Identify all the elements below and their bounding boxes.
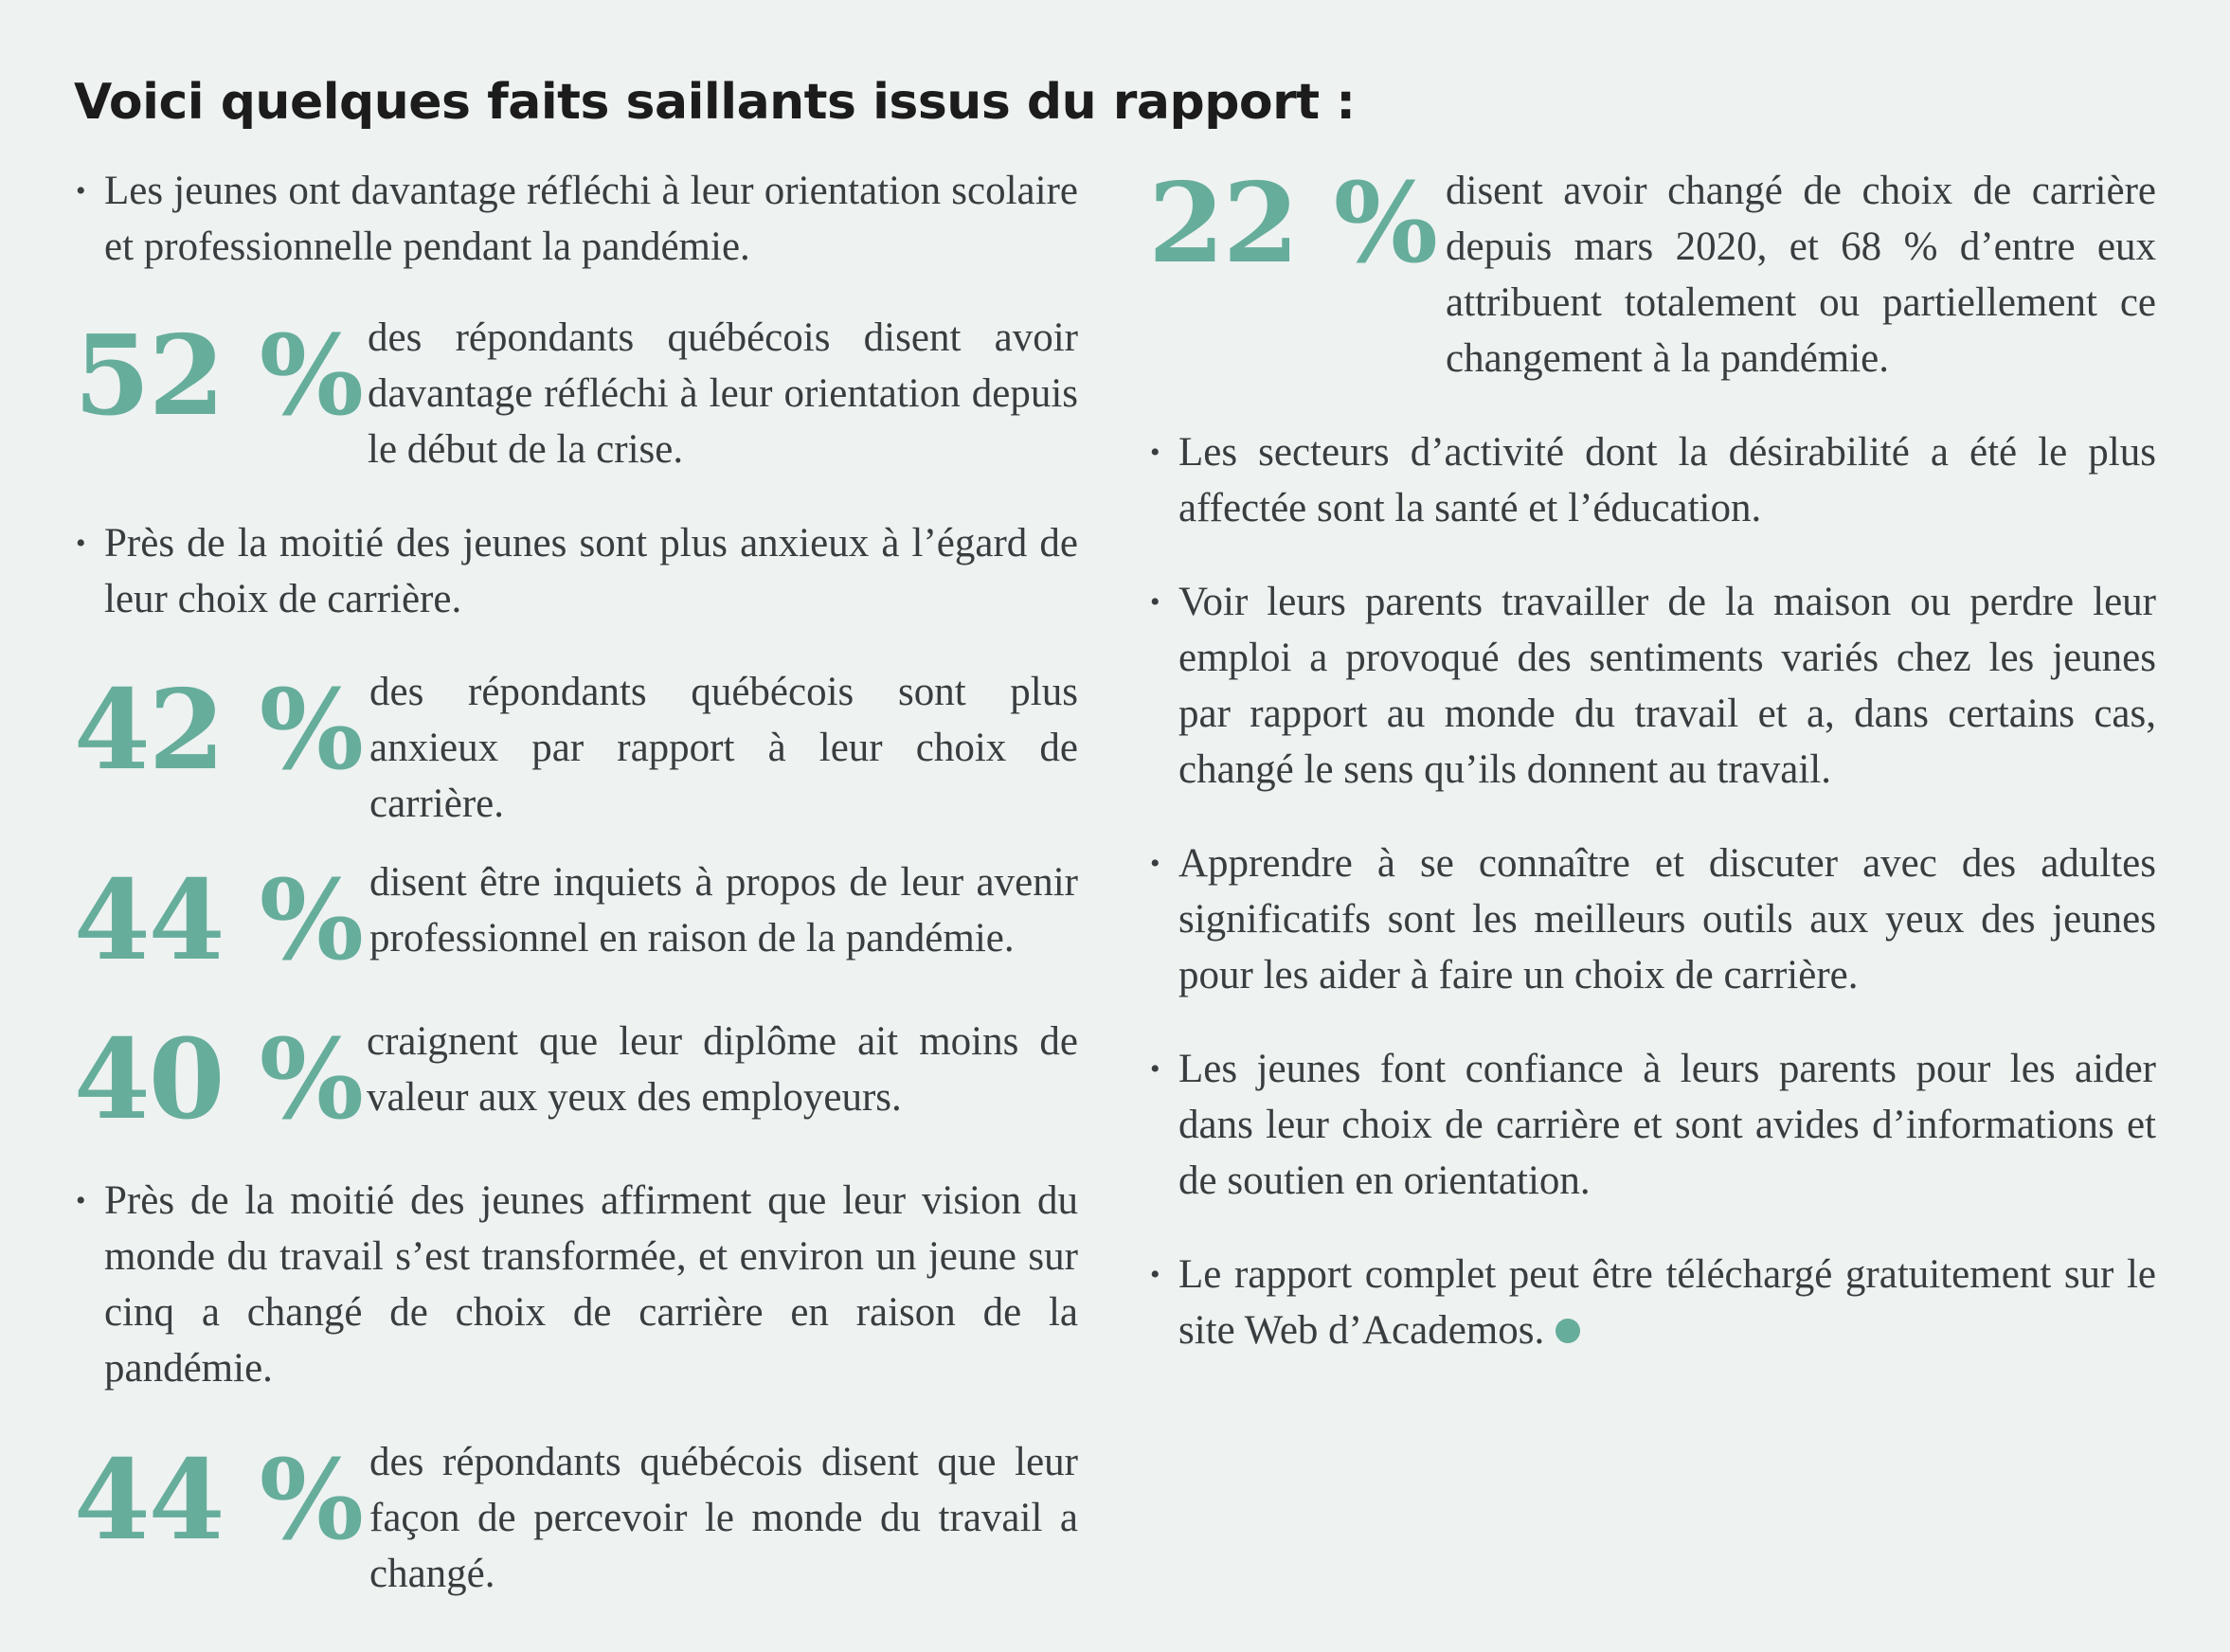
fact-text: Apprendre à se connaître et discuter avec des adultes significatifs sont les meilleurs outils aux yeux des jeunes pour les aider à faire un choix de carrière.: [1178, 841, 2156, 997]
stat-value: 44 %: [74, 856, 363, 985]
stat-block: [74, 1434, 1078, 1602]
stat-value: 42 %: [74, 666, 363, 795]
stat-block: [74, 1014, 1078, 1144]
fact-text: Près de la moitié des jeunes sont plus anxieux à l’égard de leur choix de carrière.: [104, 521, 1078, 621]
bullet-dot: •: [1150, 1259, 1160, 1290]
stat-block: [74, 310, 1078, 477]
fact-text: Le rapport complet peut être téléchargé gratuitement sur le site Web d’Academos.: [1178, 1252, 2156, 1353]
stat-text: des répondants québécois sont plus anxieux par rapport à leur choix de carrière.: [369, 670, 1078, 826]
bullet-dot: •: [76, 528, 86, 559]
bullet-dot: •: [1150, 848, 1160, 879]
fact-text: Voir leurs parents travailler de la maison ou perdre leur emploi a provoqué des sentiments variés chez les jeunes par rapport au monde du travail et a, dans certains cas, changé le sens qu’ils donnent au travail.: [1178, 580, 2156, 792]
fact-text: Les secteurs d’activité dont la désirabilité a été le plus affectée sont la santé et l’éducation.: [1178, 430, 2156, 530]
fact-bullet: [74, 163, 1078, 275]
bullet-dot: •: [76, 1185, 86, 1216]
fact-bullet: [1148, 1247, 2156, 1358]
stat-text: des répondants québécois disent avoir davantage réfléchi à leur orientation depuis le début de la crise.: [368, 315, 1078, 472]
stat-block: [74, 854, 1078, 985]
bullet-dot: •: [1150, 586, 1160, 618]
stat-value: 52 %: [74, 312, 363, 440]
bullet-dot: •: [1150, 1053, 1160, 1085]
stat-value: 44 %: [74, 1436, 363, 1565]
stat-block: [1148, 159, 2156, 386]
page-title: Voici quelques faits saillants issus du rapport :: [74, 74, 1356, 131]
left-column: [74, 161, 1078, 1602]
stat-block: [74, 664, 1078, 832]
stat-value: 22 %: [1148, 159, 1437, 288]
fact-bullet: [74, 1173, 1078, 1396]
stat-text: des répondants québécois disent que leur façon de percevoir le monde du travail a changé.: [369, 1440, 1078, 1596]
fact-bullet: [1148, 574, 2156, 798]
stat-text: disent avoir changé de choix de carrière depuis mars 2020, et 68 % d’entre eux attribuent totalement ou partiellement ce changement à la pandémie.: [1446, 169, 2156, 381]
bullet-dot: •: [1150, 437, 1160, 468]
fact-text: Les jeunes ont davantage réfléchi à leur orientation scolaire et professionnelle pendant la pandémie.: [104, 169, 1078, 269]
stat-text: disent être inquiets à propos de leur avenir professionnel en raison de la pandémie.: [369, 860, 1078, 961]
fact-bullet: [1148, 1041, 2156, 1209]
stat-value: 40 %: [74, 1015, 363, 1144]
end-mark-icon: [1556, 1319, 1580, 1343]
bullet-dot: •: [76, 175, 86, 206]
fact-bullet: [1148, 424, 2156, 536]
fact-bullet: [74, 515, 1078, 627]
stat-text: craignent que leur diplôme ait moins de valeur aux yeux des employeurs.: [367, 1019, 1078, 1120]
fact-text: Les jeunes font confiance à leurs parents pour les aider dans leur choix de carrière et sont avides d’informations et de soutien en orientation.: [1178, 1047, 2156, 1203]
right-column: [1148, 161, 2156, 1358]
fact-text: Près de la moitié des jeunes affirment que leur vision du monde du travail s’est transformée, et environ un jeune sur cinq a changé de choix de carrière en raison de la pandémie.: [104, 1178, 1078, 1391]
fact-bullet: [1148, 835, 2156, 1003]
